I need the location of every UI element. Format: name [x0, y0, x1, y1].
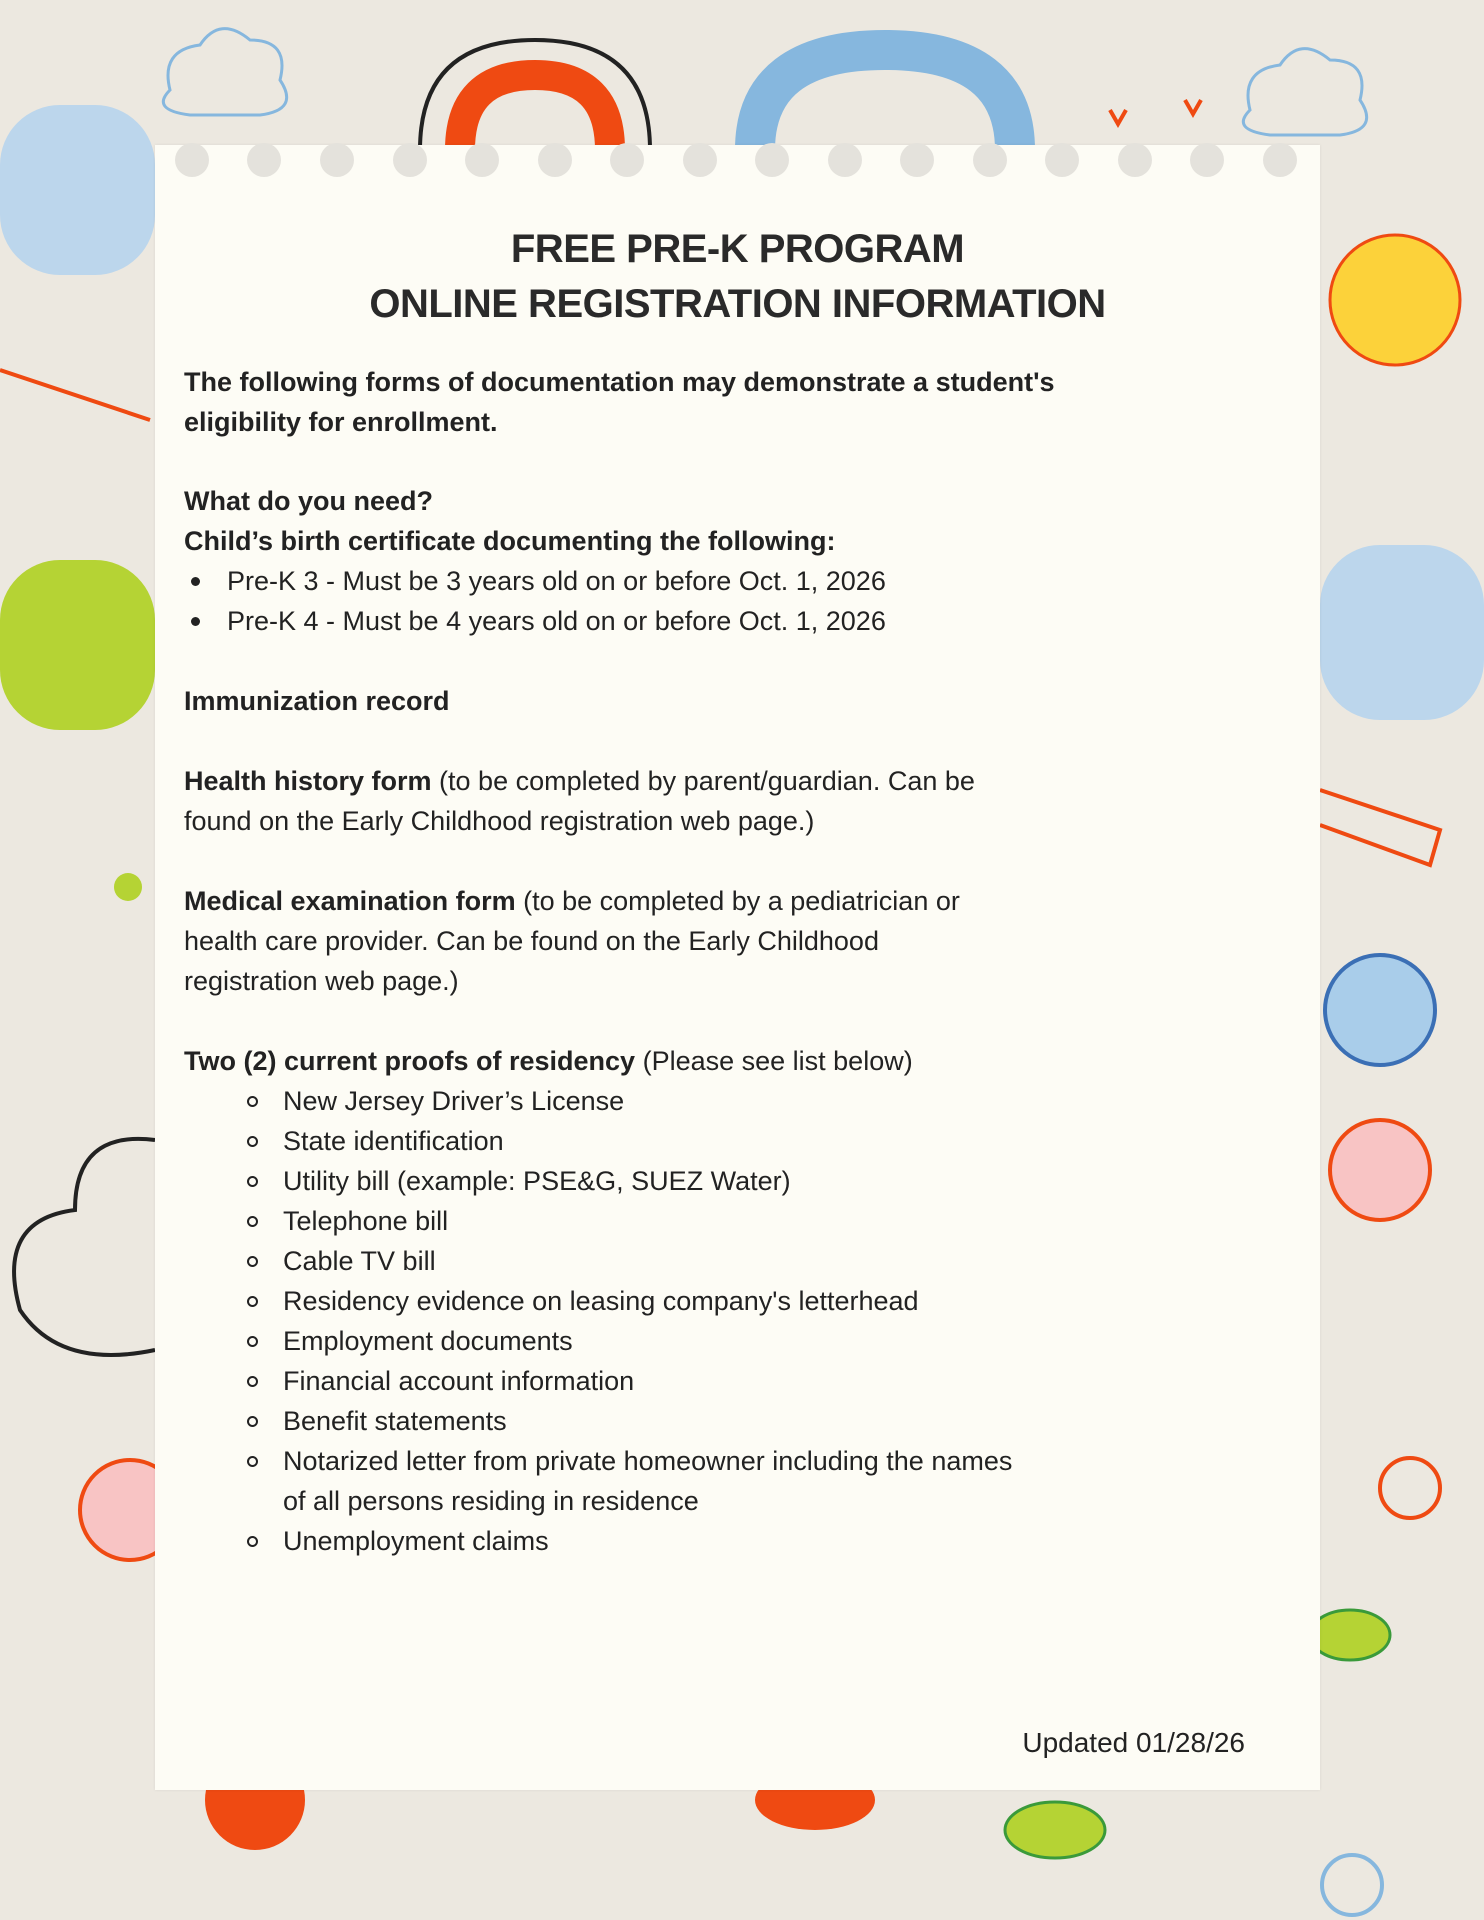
- tree-icon: [0, 560, 155, 730]
- leaf-icon: [1005, 1802, 1105, 1858]
- list-item: State identification: [283, 1121, 504, 1161]
- list-item: Cable TV bill: [283, 1241, 436, 1281]
- scribble-cloud-icon: [0, 105, 155, 275]
- section-heading: What do you need?: [184, 486, 433, 516]
- punch-hole: [828, 143, 862, 177]
- list-item: Benefit statements: [283, 1401, 507, 1441]
- flower-icon: [1330, 1120, 1430, 1220]
- dot-icon: [114, 873, 142, 901]
- medical-form-text: [184, 881, 960, 921]
- punch-hole: [900, 143, 934, 177]
- medical-form-label: Medical examination form: [184, 886, 516, 916]
- flower-icon: [1322, 1855, 1382, 1915]
- health-form-text: [184, 761, 975, 801]
- list-item: Pre-K 4 - Must be 4 years old on or before Oct. 1, 2026: [227, 601, 886, 641]
- list-item: Pre-K 3 - Must be 3 years old on or before Oct. 1, 2026: [227, 561, 886, 601]
- page-title: FREE PRE-K PROGRAM: [510, 227, 965, 271]
- birth-certificate-heading: Child’s birth certificate documenting the following:: [184, 526, 836, 556]
- punch-hole: [175, 143, 209, 177]
- rainbow-icon: [460, 75, 610, 150]
- document-paper: [155, 145, 1320, 1790]
- list-item: Employment documents: [283, 1321, 573, 1361]
- residency-label: Two (2) current proofs of residency: [184, 1046, 636, 1076]
- immunization-heading: Immunization record: [184, 686, 450, 716]
- list-item: New Jersey Driver’s License: [283, 1081, 624, 1121]
- punch-hole: [610, 143, 644, 177]
- list-item: Unemployment claims: [283, 1521, 549, 1561]
- list-item-continuation: of all persons residing in residence: [283, 1486, 699, 1516]
- intro-text: eligibility for enrollment.: [184, 407, 498, 437]
- flower-icon: [1380, 1458, 1440, 1518]
- punch-hole: [1045, 143, 1079, 177]
- punch-hole: [1118, 143, 1152, 177]
- health-form-text: found on the Early Childhood registration web page.): [184, 806, 815, 836]
- list-item: Notarized letter from private homeowner including the names: [283, 1441, 1012, 1481]
- sun-icon: [1330, 235, 1460, 365]
- punch-hole: [973, 143, 1007, 177]
- flower-icon: [1325, 955, 1435, 1065]
- scribble-cloud-icon: [1320, 545, 1484, 720]
- punch-hole: [755, 143, 789, 177]
- leaf-icon: [1310, 1610, 1390, 1660]
- punch-hole: [1190, 143, 1224, 177]
- palette-icon: [14, 1139, 155, 1355]
- medical-form-text: registration web page.): [184, 966, 459, 996]
- list-item: Utility bill (example: PSE&G, SUEZ Water): [283, 1161, 791, 1201]
- list-item: Financial account information: [283, 1361, 634, 1401]
- medical-form-desc: (to be completed by a pediatrician or: [515, 886, 960, 916]
- punch-hole: [1263, 143, 1297, 177]
- health-form-desc: (to be completed by parent/guardian. Can be: [431, 766, 975, 796]
- punch-hole: [465, 143, 499, 177]
- residency-note: (Please see list below): [635, 1046, 913, 1076]
- punch-hole: [538, 143, 572, 177]
- intro-text: The following forms of documentation may demonstrate a student's: [184, 367, 1055, 397]
- list-item: Telephone bill: [283, 1201, 448, 1241]
- page-subtitle: ONLINE REGISTRATION INFORMATION: [369, 282, 1106, 326]
- punch-hole: [247, 143, 281, 177]
- punch-hole: [683, 143, 717, 177]
- list-item: Residency evidence on leasing company's letterhead: [283, 1281, 919, 1321]
- residency-heading: [184, 1041, 913, 1081]
- medical-form-text: health care provider. Can be found on the Early Childhood: [184, 926, 879, 956]
- health-form-label: Health history form: [184, 766, 432, 796]
- punch-hole: [393, 143, 427, 177]
- rainbow-icon: [755, 50, 1015, 150]
- punch-hole: [320, 143, 354, 177]
- updated-date: Updated 01/28/26: [1022, 1727, 1245, 1758]
